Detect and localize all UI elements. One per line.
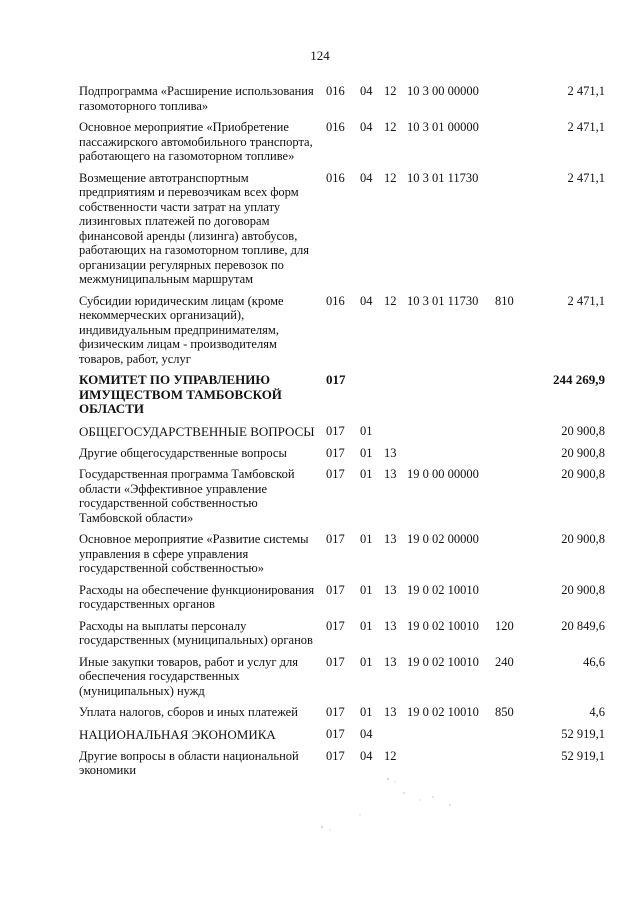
row-amount: 52 919,1 [561,748,605,763]
table-row-section [79,727,605,742]
row-section: 04 [360,748,373,763]
row-target-article: 19 0 02 10010 [407,618,479,633]
page-number: 124 [310,48,330,63]
row-name: Подпрограмма «Расширение использования газомоторного топлива» [79,84,314,113]
row-subsection: 13 [384,618,397,633]
row-ved: 017 [326,423,345,438]
table-row-committee [79,373,605,417]
row-ved: 017 [326,532,345,546]
row-name: Возмещение автотранспортным предприятиям и перевозчикам всех форм собственности части затрат на уплату лизинговых платежей по договорам финансовой аренды (лизинга) автобусов, работающих на газомоторном топливе, для организации регулярных перевозок по межмуниципальным маршрутам [79,170,310,286]
table-row [79,583,605,612]
row-section: 01 [360,532,373,546]
table-row [79,467,605,525]
row-target-article: 19 0 02 10010 [407,582,479,597]
row-ved: 017 [326,467,345,481]
row-ved: 017 [326,748,345,763]
row-name: Расходы на выплаты персоналу государственных (муниципальных) органов [79,618,313,647]
row-subsection: 13 [384,532,397,546]
scan-noise-specks [300,775,460,835]
row-amount: 20 900,8 [561,582,605,597]
row-name: Государственная программа Тамбовской области «Эффективное управление государственной собственностью Тамбовской области» [79,467,295,525]
table-row [79,120,605,164]
row-subsection: 13 [384,705,397,719]
row-name: Основное мероприятие «Развитие системы управления в сфере управления государственной собственностью» [79,532,309,575]
row-target-article: 19 0 02 10010 [407,705,479,719]
row-subsection: 12 [384,170,397,185]
row-name: НАЦИОНАЛЬНАЯ ЭКОНОМИКА [79,726,276,742]
row-section: 01 [360,654,373,669]
row-ved: 016 [326,84,345,98]
table-row [79,171,605,287]
row-ved: 016 [326,120,345,134]
row-subsection: 13 [384,582,397,597]
row-amount: 52 919,1 [561,726,605,741]
row-section: 04 [360,120,373,134]
row-target-article: 10 3 00 00000 [407,84,479,98]
row-expense-type: 240 [495,654,514,669]
row-ved: 017 [326,726,345,741]
row-amount: 244 269,9 [553,372,605,387]
row-section: 04 [360,293,373,308]
row-subsection: 13 [384,467,397,481]
row-name: ОБЩЕГОСУДАРСТВЕННЫЕ ВОПРОСЫ [79,423,315,439]
row-ved: 017 [326,618,345,633]
row-amount: 20 900,8 [561,532,605,546]
row-subsection: 13 [384,654,397,669]
row-subsection: 12 [384,120,397,134]
row-ved: 017 [326,582,345,597]
row-section: 01 [360,467,373,481]
table-row [79,446,605,461]
row-subsection: 13 [384,445,397,460]
row-amount: 2 471,1 [567,293,605,308]
row-name: Основное мероприятие «Приобретение пассажирского автомобильного транспорта, работающего на газомоторном топливе» [79,120,313,163]
table-row [79,705,605,720]
row-name: КОМИТЕТ ПО УПРАВЛЕНИЮ ИМУЩЕСТВОМ ТАМБОВСКОЙ ОБЛАСТИ [79,372,282,416]
row-section: 04 [360,170,373,185]
row-ved: 017 [326,654,345,669]
row-expense-type: 120 [495,618,514,633]
row-target-article: 19 0 02 10010 [407,654,479,669]
row-expense-type: 850 [495,705,514,719]
row-subsection: 12 [384,748,397,763]
row-subsection: 12 [384,84,397,98]
row-target-article: 10 3 01 11730 [407,293,479,308]
row-section: 01 [360,582,373,597]
row-amount: 2 471,1 [567,170,605,185]
table-row [79,655,605,699]
row-amount: 20 900,8 [561,467,605,481]
row-subsection: 12 [384,293,397,308]
row-amount: 20 900,8 [561,445,605,460]
table-row [79,619,605,648]
row-amount: 4,6 [589,705,605,719]
row-name: Другие вопросы в области национальной экономики [79,748,299,777]
row-amount: 2 471,1 [567,120,605,134]
row-section: 04 [360,84,373,98]
row-target-article: 10 3 01 11730 [407,170,479,185]
row-amount: 2 471,1 [567,84,605,98]
row-ved: 017 [326,372,346,387]
row-section: 01 [360,445,373,460]
table-row [79,294,605,367]
row-name: Другие общегосударственные вопросы [79,445,287,460]
table-row [79,749,605,778]
table-row-section [79,424,605,439]
row-section: 04 [360,726,373,741]
row-ved: 016 [326,293,345,308]
row-name: Субсидии юридическим лицам (кроме некоммерческих организаций), индивидуальным предпринимателям, физическим лицам - производителям товаров, работ, услуг [79,293,284,366]
row-amount: 20 849,6 [561,618,605,633]
row-section: 01 [360,423,373,438]
row-name: Уплата налогов, сборов и иных платежей [79,705,298,719]
row-amount: 20 900,8 [561,423,605,438]
row-section: 01 [360,705,373,719]
row-amount: 46,6 [583,654,605,669]
row-target-article: 10 3 01 00000 [407,120,479,134]
table-row [79,84,605,113]
row-ved: 016 [326,170,345,185]
budget-table [79,84,605,785]
row-target-article: 19 0 02 00000 [407,532,479,546]
row-ved: 017 [326,445,345,460]
row-target-article: 19 0 00 00000 [407,467,479,481]
table-row [79,532,605,576]
row-section: 01 [360,618,373,633]
row-expense-type: 810 [495,293,514,308]
row-name: Расходы на обеспечение функционирования государственных органов [79,582,315,611]
row-name: Иные закупки товаров, работ и услуг для обеспечения государственных (муниципальных) нужд [79,654,299,698]
row-ved: 017 [326,705,345,719]
